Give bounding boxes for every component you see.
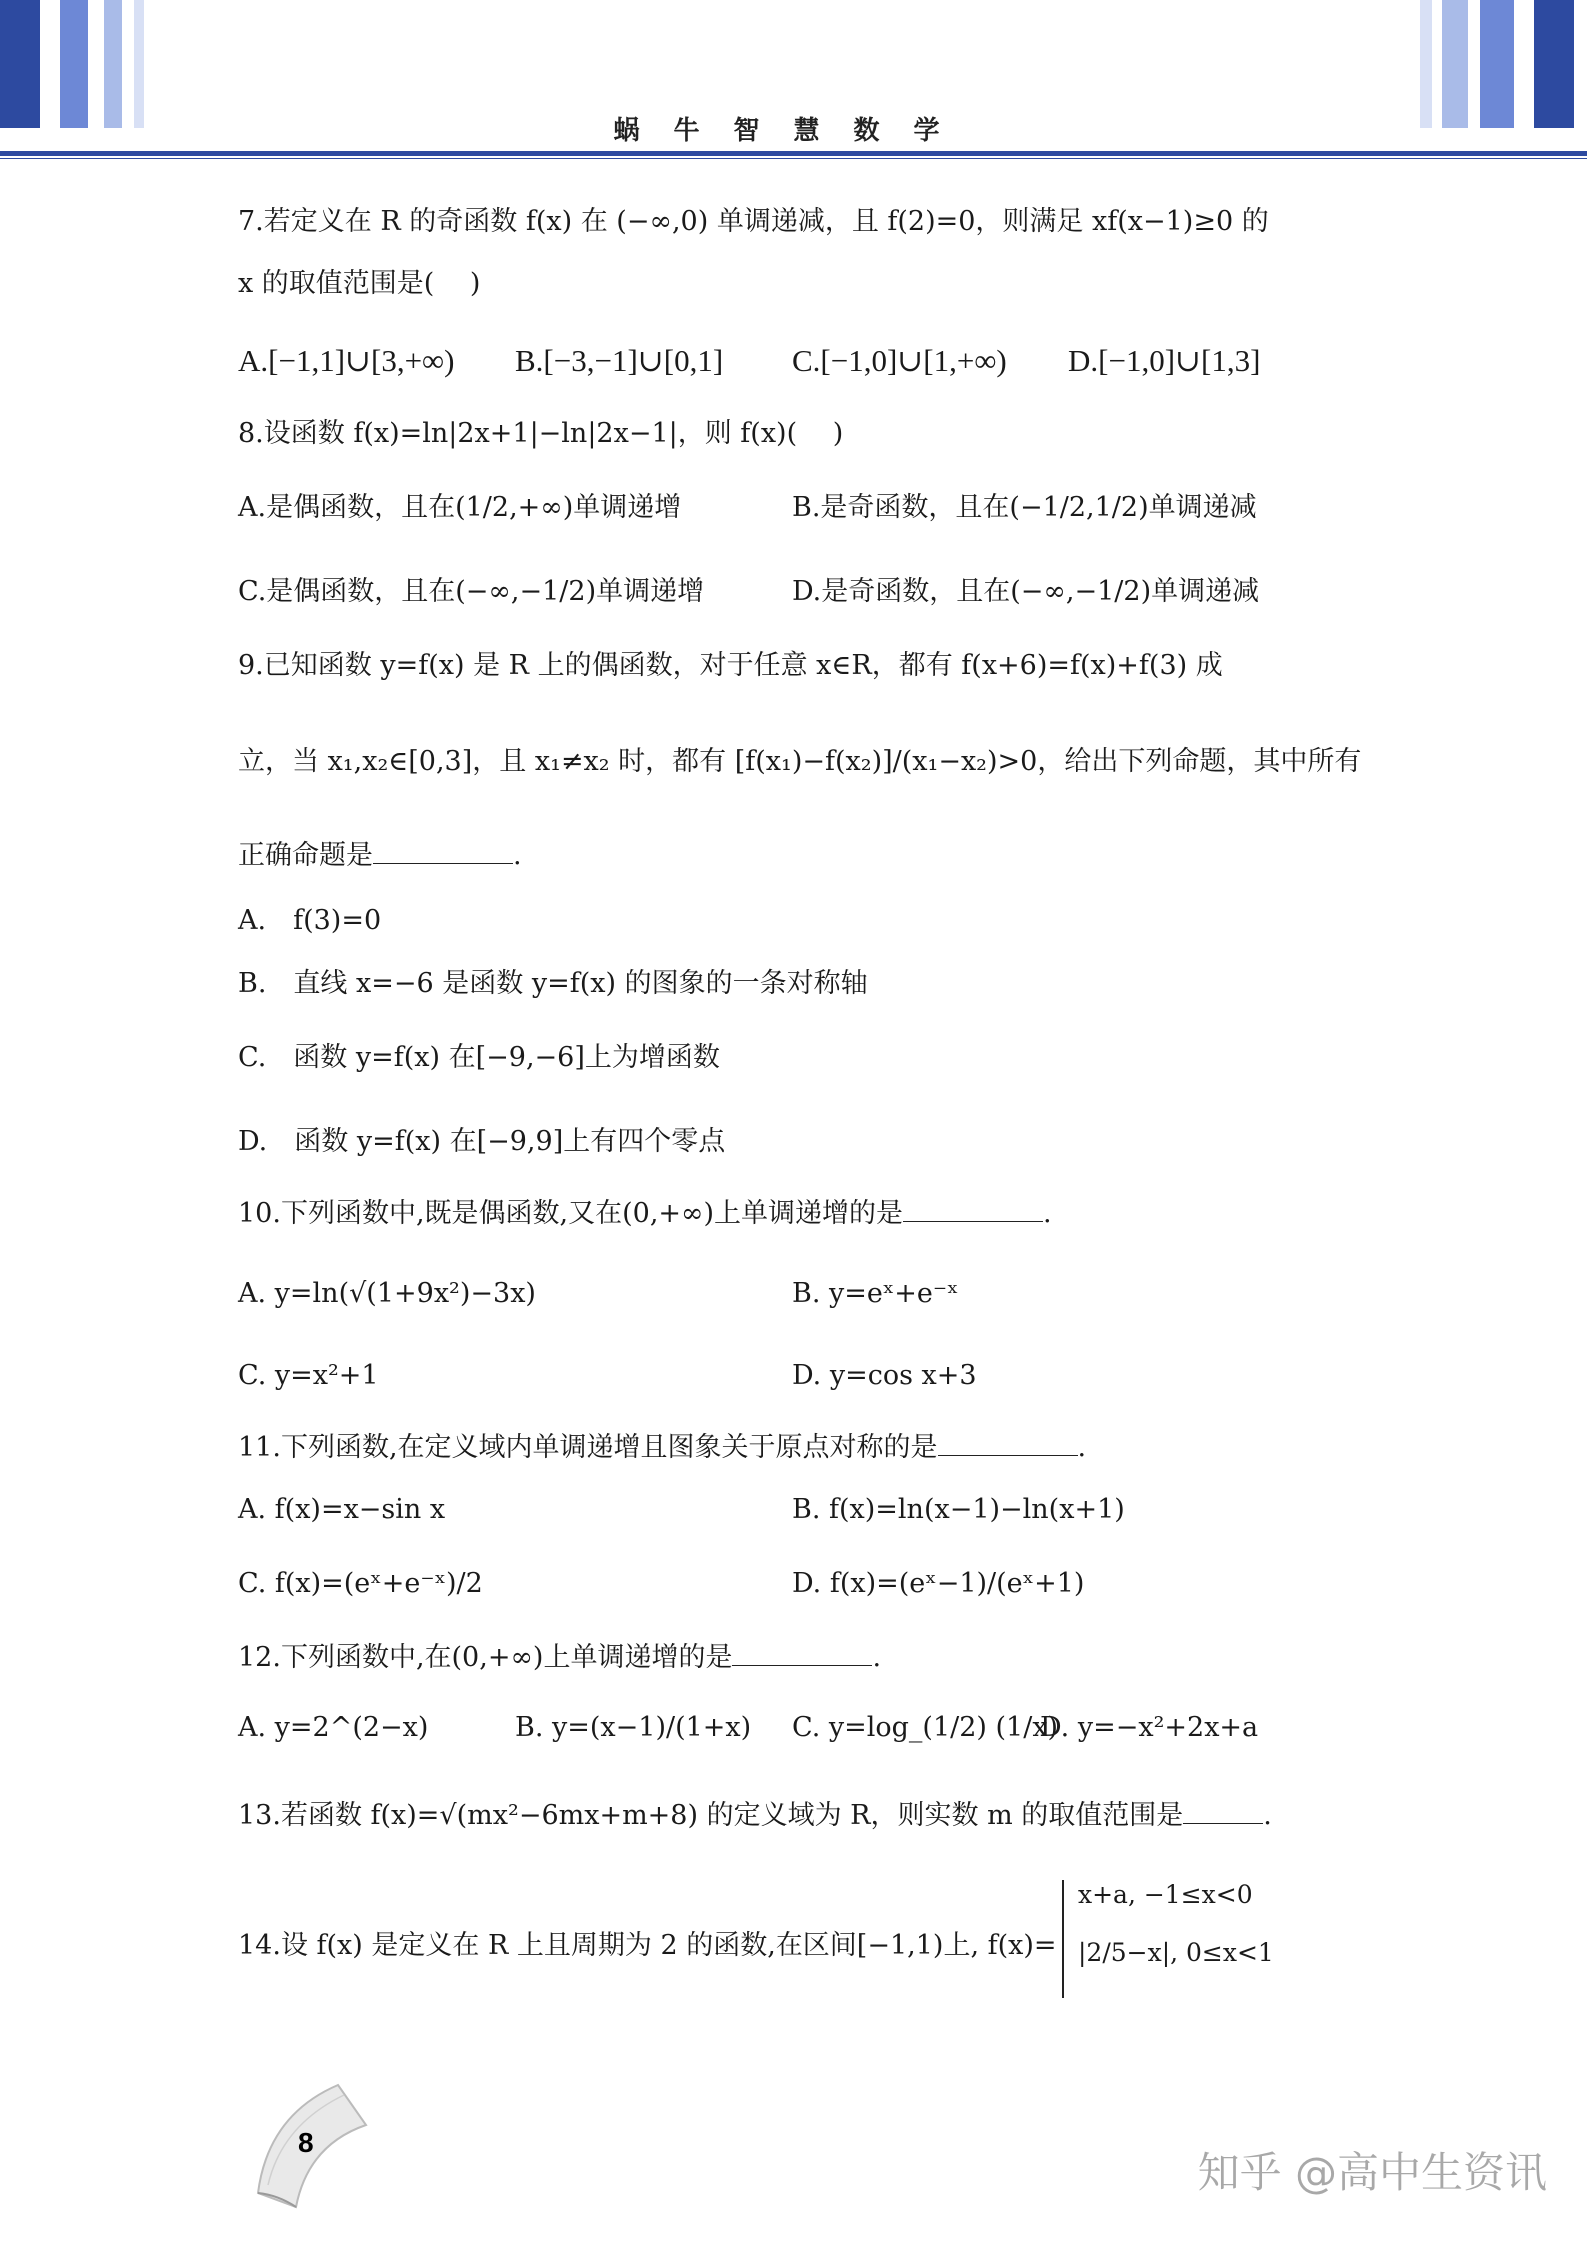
q7-option-a: A.[−1,1]∪[3,+∞) — [238, 343, 455, 378]
q7-option-b: B.[−3,−1]∪[0,1] — [515, 343, 724, 378]
q10-stem: 10.下列函数中,既是偶函数,又在(0,+∞)上单调递增的是 . — [238, 1198, 1052, 1229]
q8-option-a: A.是偶函数，且在(1/2,+∞)单调递增 — [238, 492, 682, 523]
q11-option-a: A. f(x)=x−sin x — [238, 1494, 446, 1525]
q12-stem-text: 12.下列函数中,在(0,+∞)上单调递增的是 — [238, 1642, 733, 1673]
q8-option-d: D.是奇函数，且在(−∞,−1/2)单调递减 — [792, 576, 1260, 607]
q11-stem-text: 11.下列函数,在定义域内单调递增且图象关于原点对称的是 — [238, 1432, 938, 1463]
q7-option-d: D.[−1,0]∪[1,3] — [1068, 343, 1261, 378]
header-title: 蜗牛智慧数学 — [613, 116, 974, 146]
q8-stem: 8.设函数 f(x)=ln|2x+1|−ln|2x−1|，则 f(x)( ) — [238, 418, 844, 449]
q10-option-b: B. y=eˣ+e⁻ˣ — [792, 1278, 959, 1309]
q13-answer-blank — [1183, 1801, 1263, 1824]
q14-piecewise — [1062, 1880, 1274, 1998]
q9-option-c: C. 函数 y=f(x) 在[−9,−6]上为增函数 — [238, 1042, 720, 1073]
q14-stem: 14.设 f(x) 是定义在 R 上且周期为 2 的函数,在区间[−1,1)上, f(x)= — [238, 1930, 1057, 1961]
q7-stem-line2: x 的取值范围是( ) — [238, 268, 481, 299]
q11-option-b: B. f(x)=ln(x−1)−ln(x+1) — [792, 1494, 1125, 1525]
header-rule — [0, 151, 1587, 156]
page-number: 8 — [298, 2127, 314, 2158]
q9-stem-line3: 正确命题是 . — [238, 840, 522, 871]
q14-case-2: |2/5−x|, 0≤x<1 — [1078, 1938, 1274, 1967]
q12-answer-blank — [732, 1643, 872, 1666]
q10-option-a: A. y=ln(√(1+9x²)−3x) — [238, 1278, 536, 1309]
q8-option-b: B.是奇函数，且在(−1/2,1/2)单调递减 — [792, 492, 1257, 523]
q12-stem: 12.下列函数中,在(0,+∞)上单调递增的是 . — [238, 1642, 882, 1673]
q9-option-a: A. f(3)=0 — [238, 905, 382, 936]
q8-option-c: C.是偶函数，且在(−∞,−1/2)单调递增 — [238, 576, 705, 607]
q12-option-c: C. y=log_(1/2) (1/x) — [792, 1712, 1059, 1743]
q10-option-c: C. y=x²+1 — [238, 1360, 379, 1391]
q13-stem: 13.若函数 f(x)=√(mx²−6mx+m+8) 的定义域为 R，则实数 m 的取值范围是 . — [238, 1800, 1272, 1831]
q10-option-d: D. y=cos x+3 — [792, 1360, 977, 1391]
q9-option-d: D. 函数 y=f(x) 在[−9,9]上有四个零点 — [238, 1126, 726, 1157]
header-rule-thin — [0, 158, 1587, 159]
q10-answer-blank — [903, 1199, 1043, 1222]
q9-stem-line1: 9.已知函数 y=f(x) 是 R 上的偶函数，对于任意 x∈R，都有 f(x+6)=f(x)+f(3) 成 — [238, 650, 1223, 681]
q14-case-1: x+a, −1≤x<0 — [1078, 1880, 1253, 1909]
q12-option-b: B. y=(x−1)/(1+x) — [515, 1712, 752, 1743]
q11-answer-blank — [938, 1433, 1078, 1456]
watermark: 知乎 @高中生资讯 — [1197, 2148, 1547, 2197]
q9-option-b: B. 直线 x=−6 是函数 y=f(x) 的图象的一条对称轴 — [238, 968, 868, 999]
q10-stem-text: 10.下列函数中,既是偶函数,又在(0,+∞)上单调递增的是 — [238, 1198, 904, 1229]
q13-stem-text: 13.若函数 f(x)=√(mx²−6mx+m+8) 的定义域为 R，则实数 m 的取值范围是 — [238, 1800, 1184, 1831]
q9-stem-line2: 立，当 x₁,x₂∈[0,3]，且 x₁≠x₂ 时，都有 [f(x₁)−f(x₂)]/(x₁−x₂)>0，给出下列命题，其中所有 — [238, 746, 1362, 777]
q12-option-d: D. y=−x²+2x+a — [1040, 1712, 1259, 1743]
page-number-badge — [238, 2075, 378, 2215]
q7-stem-line1: 7.若定义在 R 的奇函数 f(x) 在 (−∞,0) 单调递减，且 f(2)=0，则满足 xf(x−1)≥0 的 — [238, 206, 1269, 237]
q11-option-d: D. f(x)=(eˣ−1)/(eˣ+1) — [792, 1568, 1085, 1599]
q11-stem: 11.下列函数,在定义域内单调递增且图象关于原点对称的是 . — [238, 1432, 1087, 1463]
q9-stem-text: 正确命题是 — [238, 840, 373, 871]
q7-option-c: C.[−1,0]∪[1,+∞) — [792, 343, 1007, 378]
q9-answer-blank — [373, 841, 513, 864]
q12-option-a: A. y=2^(2−x) — [238, 1712, 429, 1743]
q11-option-c: C. f(x)=(eˣ+e⁻ˣ)/2 — [238, 1568, 483, 1599]
